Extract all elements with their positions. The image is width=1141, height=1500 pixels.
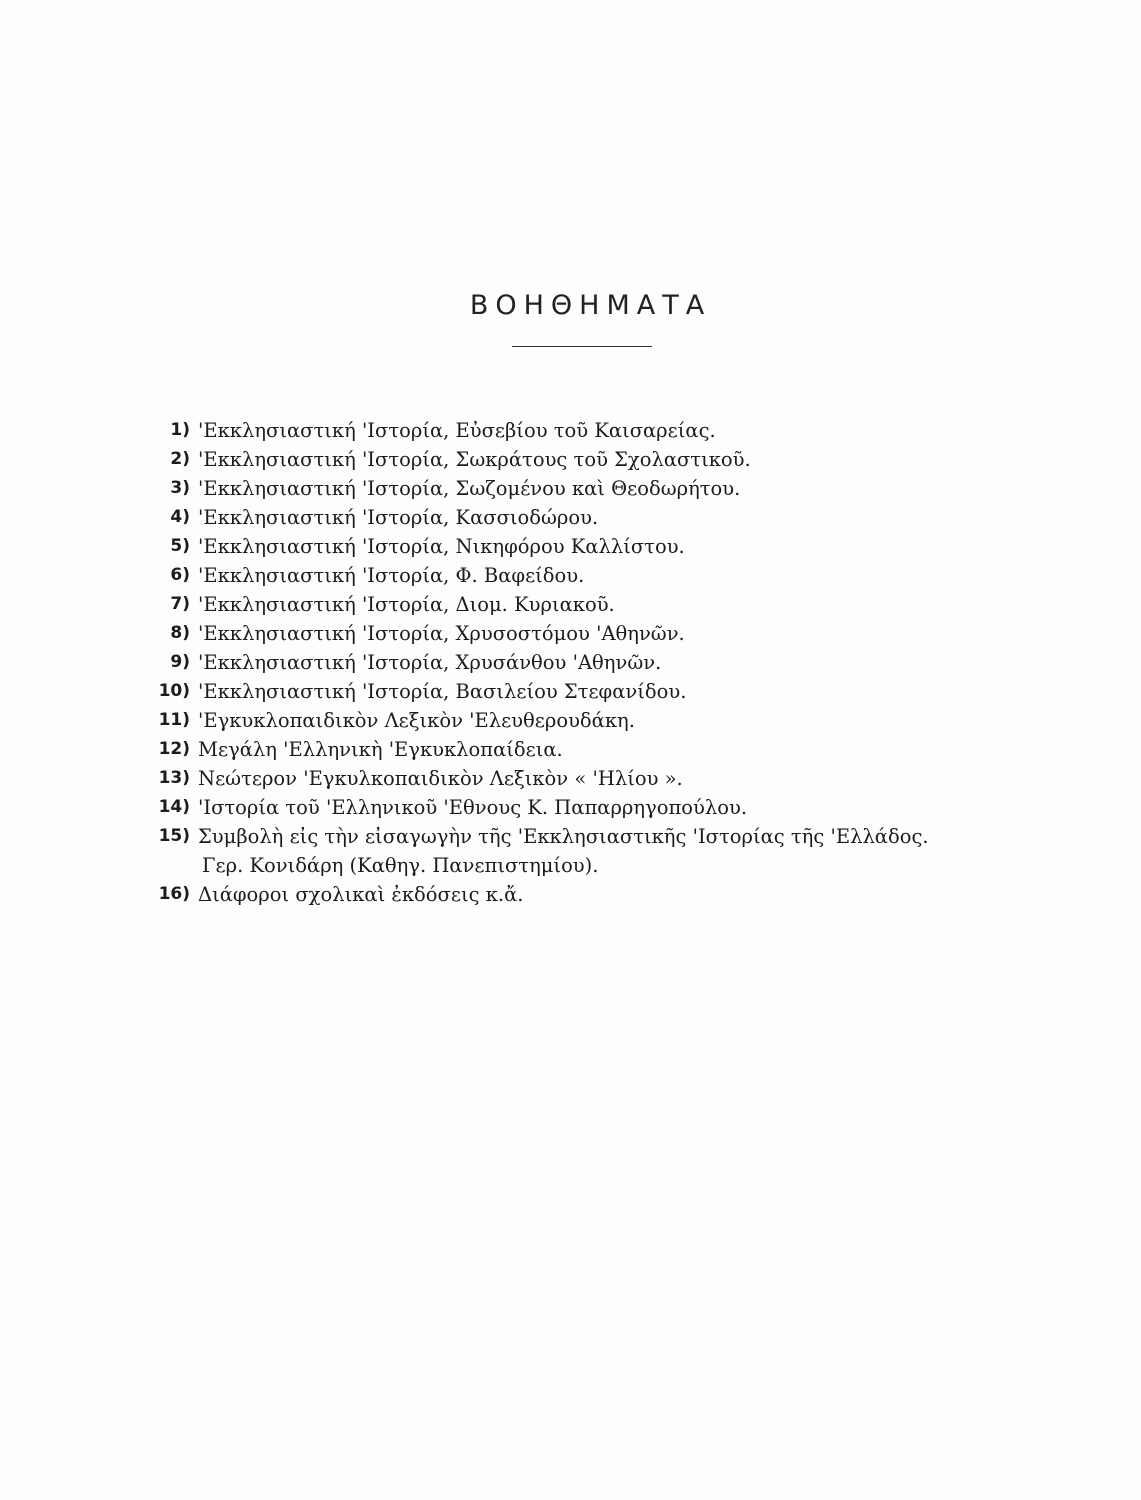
item-number: 10): [158, 681, 190, 701]
item-text: 'Εκκλησιαστική 'Ιστορία, Φ. Βαφείδου.: [198, 564, 585, 587]
item-text: Μεγάλη 'Ελληνικὴ 'Εγκυκλοπαίδεια.: [198, 738, 563, 761]
item-number: 11): [158, 710, 190, 730]
list-item: [140, 880, 1100, 909]
title-underline: [512, 346, 652, 347]
item-number: 1): [170, 420, 190, 440]
item-text: Συμβολὴ εἰς τὴν εἰσαγωγὴν τῆς 'Εκκλησιαστικῆς 'Ιστορίας τῆς 'Ελλάδος.: [198, 825, 929, 848]
item-text: Νεώτερον 'Εγκυλκοπαιδικὸν Λεξικὸν « 'Ηλίου ».: [198, 767, 683, 790]
bibliography-list: [140, 416, 1100, 909]
item-text: 'Εκκλησιαστική 'Ιστορία, Χρυσάνθου 'Αθηνῶν.: [198, 651, 662, 674]
list-item: [140, 503, 1100, 532]
item-text: 'Εκκλησιαστική 'Ιστορία, Διομ. Κυριακοῦ.: [198, 593, 615, 616]
page-title: ΒΟΗΘΗΜΑΤΑ: [469, 290, 712, 321]
item-text: 'Ιστορία τοῦ 'Ελληνικοῦ 'Εθνους Κ. Παπαρρηγοπούλου.: [198, 796, 748, 819]
item-text: 'Εκκλησιαστική 'Ιστορία, Κασσιοδώρου.: [198, 506, 599, 529]
item-text: 'Εκκλησιαστική 'Ιστορία, Εὐσεβίου τοῦ Καισαρείας.: [198, 419, 716, 442]
list-item: [140, 793, 1100, 822]
item-number: 13): [158, 768, 190, 788]
item-number: 2): [170, 449, 190, 469]
list-item: [140, 561, 1100, 590]
item-number: 15): [158, 826, 190, 846]
list-item: [140, 590, 1100, 619]
item-text: Διάφοροι σχολικαὶ ἐκδόσεις κ.ἄ.: [198, 883, 524, 906]
item-number: 14): [158, 797, 190, 817]
item-text: 'Εκκλησιαστική 'Ιστορία, Νικηφόρου Καλλίστου.: [198, 535, 685, 558]
item-number: 7): [170, 594, 190, 614]
list-item: [140, 764, 1100, 793]
item-text: 'Εκκλησιαστική 'Ιστορία, Χρυσοστόμου 'Αθηνῶν.: [198, 622, 685, 645]
list-item: [140, 735, 1100, 764]
list-item: [140, 474, 1100, 503]
item-number: 12): [158, 739, 190, 759]
item-text-continuation: Γερ. Κονιδάρη (Καθηγ. Πανεπιστημίου).: [202, 854, 599, 877]
item-number: 3): [170, 478, 190, 498]
list-item: [140, 416, 1100, 445]
item-text: 'Εκκλησιαστική 'Ιστορία, Σωκράτους τοῦ Σχολαστικοῦ.: [198, 448, 751, 471]
list-item: [140, 677, 1100, 706]
item-number: 16): [158, 884, 190, 904]
item-number: 9): [170, 652, 190, 672]
item-number: 5): [170, 536, 190, 556]
item-number: 8): [170, 623, 190, 643]
list-item: [140, 648, 1100, 677]
item-number: 6): [170, 565, 190, 585]
item-text: 'Εγκυκλοπαιδικὸν Λεξικὸν 'Ελευθερουδάκη.: [198, 709, 635, 732]
item-text: 'Εκκλησιαστική 'Ιστορία, Σωζομένου καὶ Θεοδωρήτου.: [198, 477, 741, 500]
list-item: [140, 532, 1100, 561]
item-number: 4): [170, 507, 190, 527]
list-item: [140, 445, 1100, 474]
list-item: [140, 706, 1100, 735]
list-item: [140, 822, 1100, 880]
item-text: 'Εκκλησιαστική 'Ιστορία, Βασιλείου Στεφανίδου.: [198, 680, 687, 703]
list-item: [140, 619, 1100, 648]
